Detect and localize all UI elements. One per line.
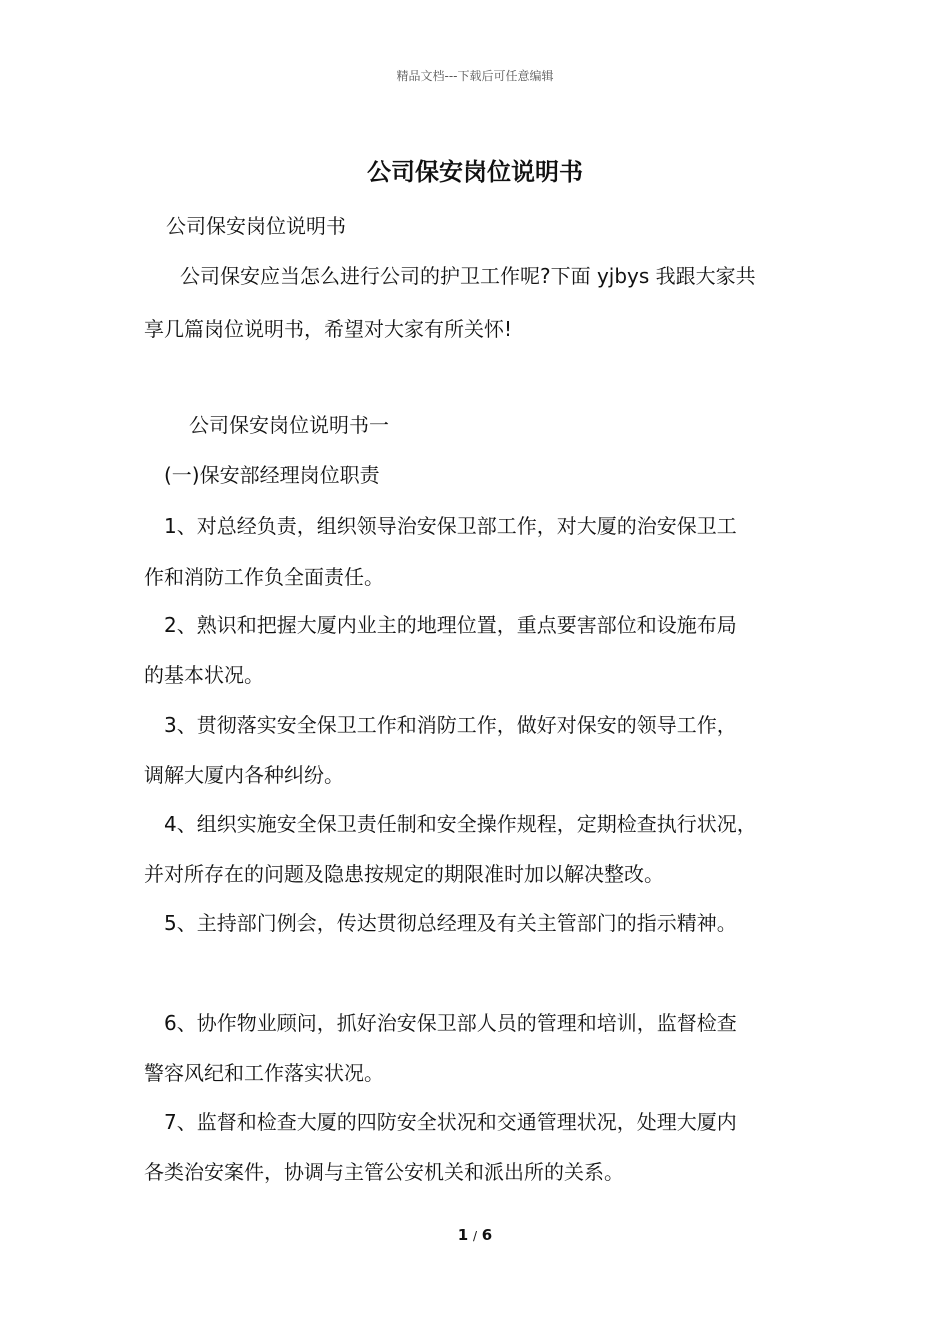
item-4-line-1: 4、组织实施安全保卫责任制和安全操作规程，定期检查执行状况， (164, 812, 757, 836)
section-heading: 公司保安岗位说明书一 (189, 413, 389, 437)
page-number (0, 1226, 950, 1244)
item-7-line-1: 7、监督和检查大厦的四防安全状况和交通管理状况，处理大厦内 (164, 1110, 737, 1134)
total-pages: 6 (481, 1226, 493, 1244)
page-separator: / (472, 1229, 478, 1243)
item-1-line-2: 作和消防工作负全面责任。 (144, 565, 384, 589)
item-5-line-1: 5、主持部门例会，传达贯彻总经理及有关主管部门的指示精神。 (164, 911, 737, 935)
current-page: 1 (457, 1226, 469, 1244)
item-2-line-1: 2、熟识和把握大厦内业主的地理位置，重点要害部位和设施布局 (164, 613, 737, 637)
item-6-line-1: 6、协作物业顾问，抓好治安保卫部人员的管理和培训，监督检查 (164, 1011, 737, 1035)
page-header: 精品文档---下载后可任意编辑 (396, 69, 554, 83)
item-3-line-1: 3、贯彻落实安全保卫工作和消防工作，做好对保安的领导工作， (164, 713, 737, 737)
intro-line-2: 享几篇岗位说明书，希望对大家有所关怀! (144, 317, 513, 341)
document-title: 公司保安岗位说明书 (367, 158, 583, 186)
intro-line-1: 公司保安应当怎么进行公司的护卫工作呢?下面 yjbys 我跟大家共 (180, 264, 756, 288)
item-3-line-2: 调解大厦内各种纠纷。 (144, 763, 344, 787)
subsection-heading: (一)保安部经理岗位职责 (164, 463, 380, 487)
item-1-line-1: 1、对总经负责，组织领导治安保卫部工作，对大厦的治安保卫工 (164, 514, 737, 538)
subtitle-line: 公司保安岗位说明书 (166, 214, 346, 238)
item-7-line-2: 各类治安案件，协调与主管公安机关和派出所的关系。 (144, 1160, 624, 1184)
item-2-line-2: 的基本状况。 (144, 663, 264, 687)
item-6-line-2: 警容风纪和工作落实状况。 (144, 1061, 384, 1085)
item-4-line-2: 并对所存在的问题及隐患按规定的期限准时加以解决整改。 (144, 862, 664, 886)
